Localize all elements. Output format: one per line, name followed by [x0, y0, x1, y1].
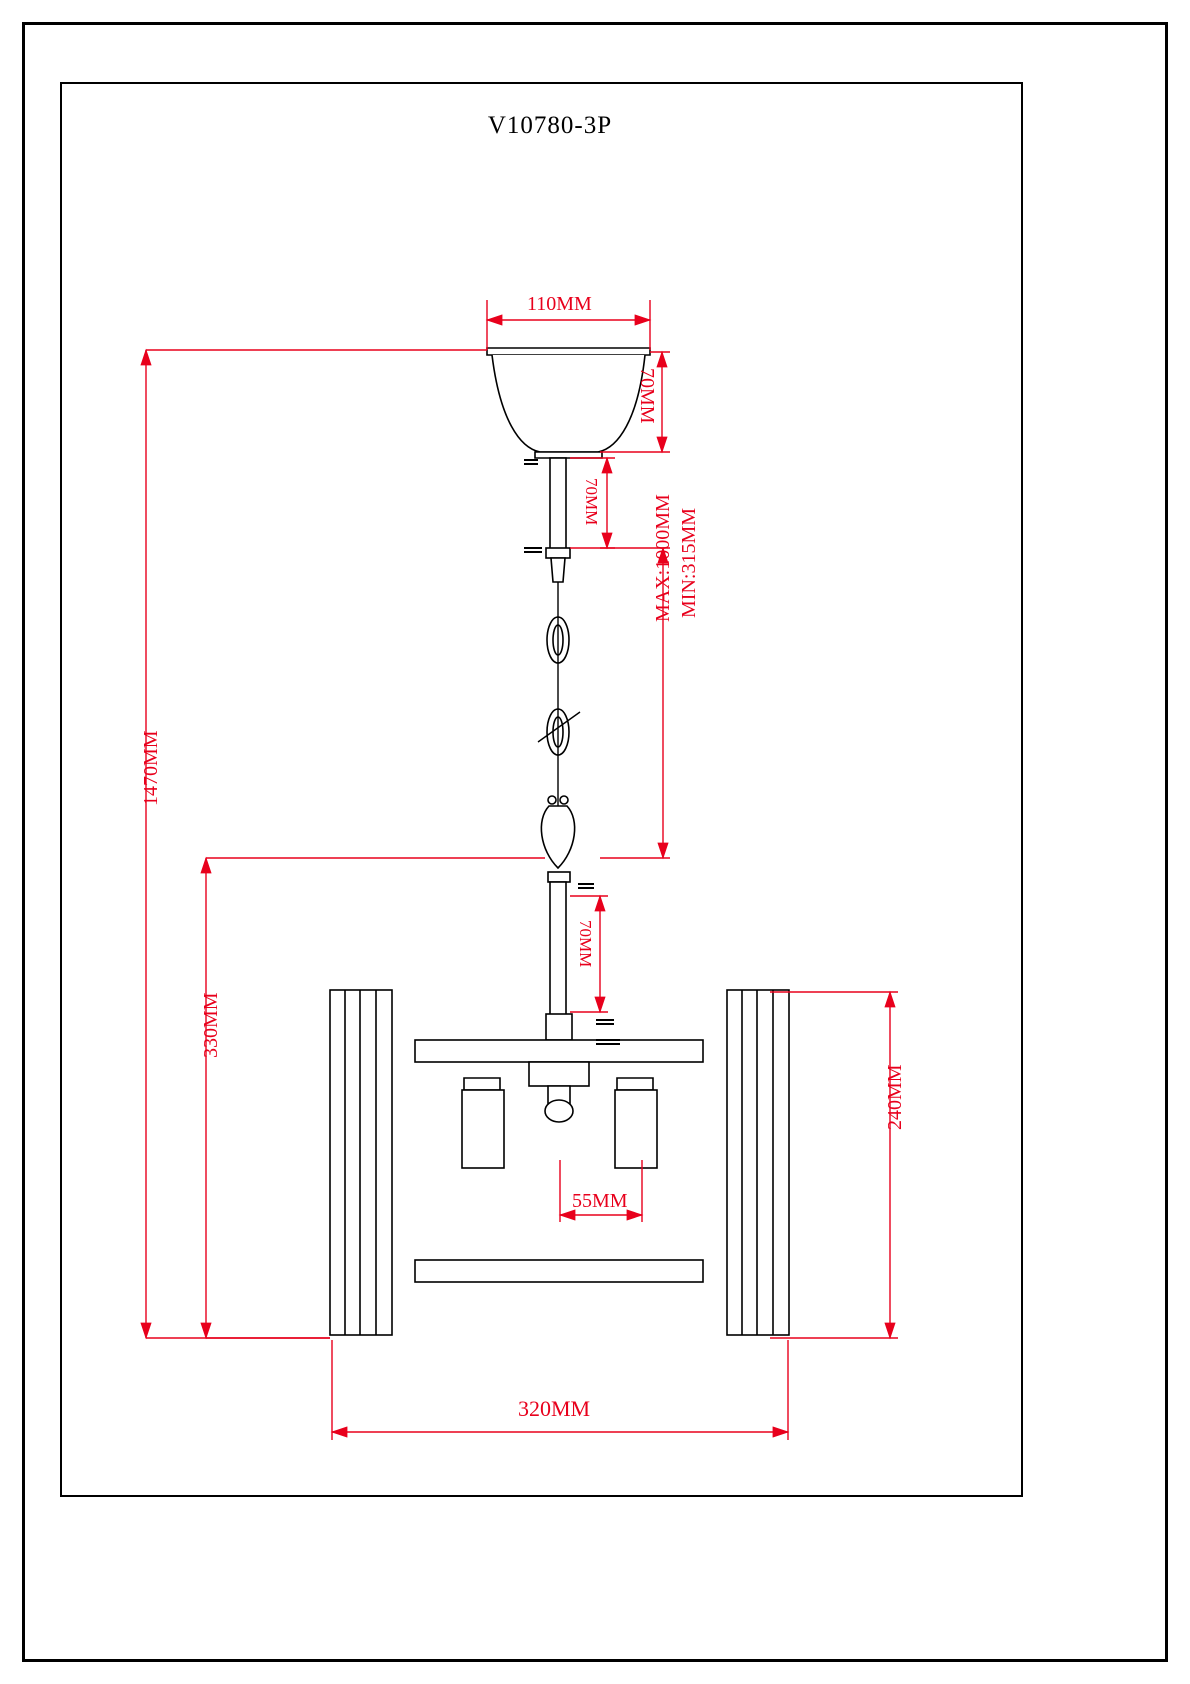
page-title: V10780-3P [487, 112, 613, 139]
dim-fixture-height: 330MM [200, 992, 222, 1058]
dim-fixture-width: 320MM [518, 1396, 591, 1421]
dim-canopy-height: 70MM [636, 368, 658, 424]
dim-canopy-width: 110MM [527, 293, 592, 315]
dim-upper-rod: 70MM [582, 478, 601, 526]
dim-socket-width: 55MM [572, 1190, 628, 1212]
dim-total-height: 1470MM [140, 730, 162, 806]
dim-chain-min: MIN:315MM [678, 507, 700, 618]
dim-shade-height: 240MM [884, 1064, 906, 1130]
dim-chain-max: MAX:1000MM [652, 494, 674, 622]
dim-lower-rod: 70MM [576, 920, 595, 968]
